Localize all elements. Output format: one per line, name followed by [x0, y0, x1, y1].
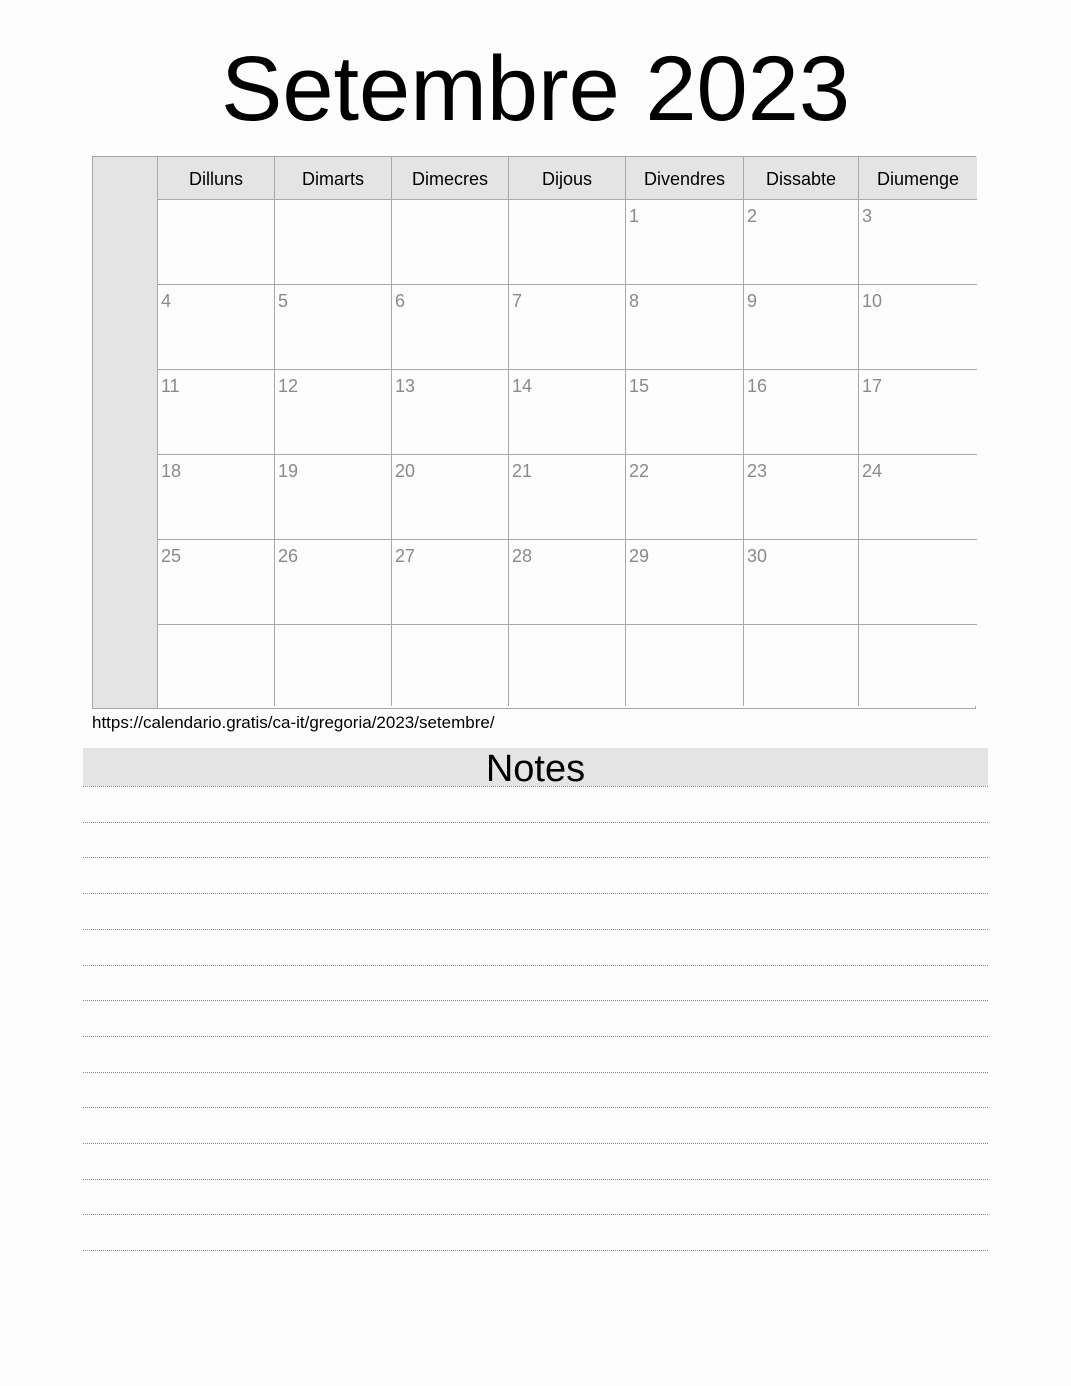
day-cell[interactable] — [744, 625, 859, 706]
day-number: 22 — [629, 461, 650, 481]
day-cell[interactable] — [626, 200, 744, 285]
day-cell[interactable] — [626, 455, 744, 540]
day-cell[interactable] — [392, 370, 509, 455]
day-cell[interactable] — [859, 285, 977, 370]
day-number: 13 — [395, 376, 416, 396]
day-number: 25 — [161, 546, 182, 566]
day-number: 3 — [862, 206, 873, 226]
day-number: 15 — [629, 376, 650, 396]
notes-line — [83, 857, 988, 858]
notes-line — [83, 786, 988, 787]
notes-line — [83, 1214, 988, 1215]
day-cell[interactable] — [158, 200, 275, 285]
page-title: Setembre 2023 — [220, 38, 851, 140]
day-number: 21 — [512, 461, 533, 481]
day-cell[interactable] — [392, 285, 509, 370]
day-cell[interactable] — [744, 285, 859, 370]
day-cell[interactable] — [626, 285, 744, 370]
day-number: 10 — [862, 291, 883, 311]
notes-line — [83, 1036, 988, 1037]
day-cell[interactable] — [859, 625, 977, 706]
weekday-header: Dilluns — [158, 157, 275, 200]
day-cell[interactable] — [392, 455, 509, 540]
day-cell[interactable] — [509, 200, 626, 285]
day-cell[interactable] — [859, 200, 977, 285]
day-number: 19 — [278, 461, 299, 481]
day-number: 11 — [161, 376, 180, 396]
day-number: 16 — [747, 376, 768, 396]
day-cell[interactable] — [275, 540, 392, 625]
day-cell[interactable] — [744, 455, 859, 540]
day-cell[interactable] — [509, 455, 626, 540]
day-cell[interactable] — [158, 370, 275, 455]
day-cell[interactable] — [158, 540, 275, 625]
day-cell[interactable] — [509, 285, 626, 370]
notes-line — [83, 929, 988, 930]
day-number: 1 — [629, 206, 640, 226]
day-cell[interactable] — [859, 455, 977, 540]
day-cell[interactable] — [275, 200, 392, 285]
day-cell[interactable] — [859, 370, 977, 455]
day-number: 6 — [395, 291, 406, 311]
day-cell[interactable] — [626, 625, 744, 706]
day-number: 8 — [629, 291, 640, 311]
day-number: 17 — [862, 376, 883, 396]
calendar-grid — [92, 156, 976, 709]
notes-line — [83, 822, 988, 823]
weekday-header: Dimarts — [275, 157, 392, 200]
source-url[interactable]: https://calendario.gratis/ca-it/gregoria/2023/setembre/ — [92, 713, 495, 732]
day-number: 9 — [747, 291, 758, 311]
notes-line — [83, 1143, 988, 1144]
weekday-header: Dissabte — [744, 157, 859, 200]
notes-line — [83, 965, 988, 966]
day-number: 27 — [395, 546, 416, 566]
day-number: 2 — [747, 206, 758, 226]
day-cell[interactable] — [744, 200, 859, 285]
day-cell[interactable] — [275, 285, 392, 370]
day-number: 23 — [747, 461, 768, 481]
day-number: 20 — [395, 461, 416, 481]
weekday-header: Divendres — [626, 157, 744, 200]
day-cell[interactable] — [626, 370, 744, 455]
day-number: 29 — [629, 546, 650, 566]
notes-line — [83, 1072, 988, 1073]
day-number: 28 — [512, 546, 533, 566]
day-cell[interactable] — [392, 200, 509, 285]
day-cell[interactable] — [509, 370, 626, 455]
notes-title: Notes — [83, 748, 988, 786]
weekday-header: Diumenge — [859, 157, 977, 200]
weekday-header: Dijous — [509, 157, 626, 200]
weekday-header: Dimecres — [392, 157, 509, 200]
notes-line — [83, 893, 988, 894]
day-number: 26 — [278, 546, 299, 566]
day-cell[interactable] — [744, 370, 859, 455]
day-cell[interactable] — [158, 285, 275, 370]
notes-line — [83, 1107, 988, 1108]
day-cell[interactable] — [626, 540, 744, 625]
day-number: 14 — [512, 376, 533, 396]
day-cell[interactable] — [275, 625, 392, 706]
day-cell[interactable] — [744, 540, 859, 625]
day-cell[interactable] — [158, 455, 275, 540]
day-number: 5 — [278, 291, 289, 311]
day-cell[interactable] — [509, 540, 626, 625]
day-cell[interactable] — [275, 455, 392, 540]
day-number: 30 — [747, 546, 768, 566]
notes-line — [83, 1250, 988, 1251]
day-number: 18 — [161, 461, 182, 481]
week-number-column — [93, 157, 158, 708]
day-cell[interactable] — [859, 540, 977, 625]
day-number: 7 — [512, 291, 523, 311]
notes-line — [83, 1000, 988, 1001]
day-cell[interactable] — [275, 370, 392, 455]
day-number: 12 — [278, 376, 299, 396]
day-number: 4 — [161, 291, 172, 311]
day-cell[interactable] — [392, 540, 509, 625]
day-cell[interactable] — [158, 625, 275, 706]
day-cell[interactable] — [392, 625, 509, 706]
notes-line — [83, 1179, 988, 1180]
day-cell[interactable] — [509, 625, 626, 706]
day-number: 24 — [862, 461, 883, 481]
